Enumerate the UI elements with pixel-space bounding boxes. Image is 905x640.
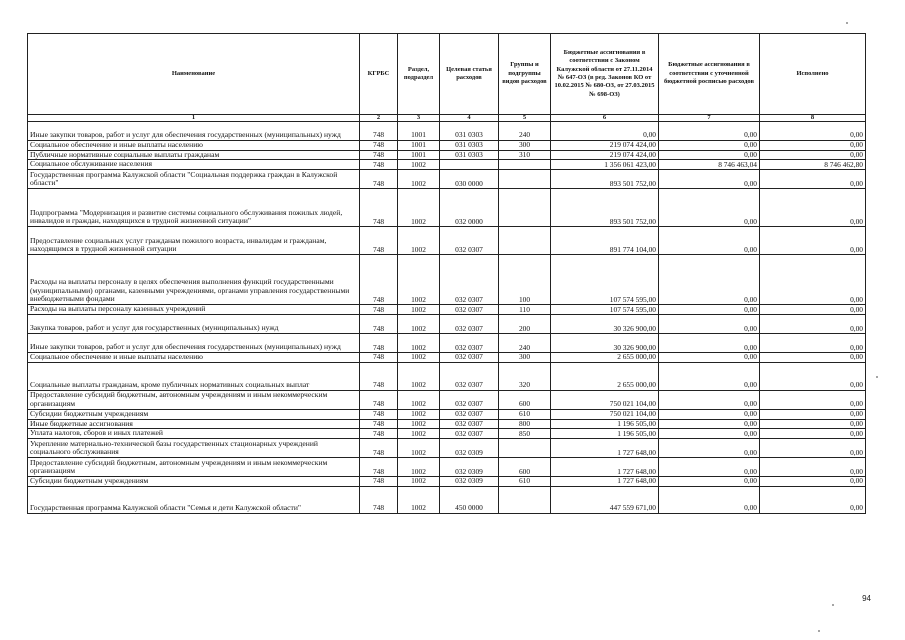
row-kgrbs: 748 [360,429,398,439]
row-target: 032 0309 [440,477,499,487]
row-name: Субсидии бюджетным учреждениям [28,409,360,419]
row-executed: 0,00 [760,170,866,189]
row-refined: 0,00 [659,419,760,429]
table-row [28,227,866,255]
row-refined: 0,00 [659,458,760,477]
row-executed: 0,00 [760,362,866,390]
row-allocated: 893 501 752,00 [551,189,659,227]
row-executed: 0,00 [760,227,866,255]
row-executed: 0,00 [760,353,866,363]
row-allocated: 1 727 648,00 [551,439,659,458]
page-number: 94 [862,594,871,603]
row-target: 032 0307 [440,419,499,429]
row-executed: 0,00 [760,334,866,353]
row-group [499,439,551,458]
row-allocated: 107 574 595,00 [551,305,659,315]
table-row [28,353,866,363]
col-number: 2 [360,115,398,122]
row-allocated: 0,00 [551,122,659,141]
table-row [28,150,866,160]
header-target: Целевая статья расходов [440,34,499,115]
row-section: 1002 [398,353,440,363]
row-target: 032 0000 [440,189,499,227]
table-row [28,486,866,513]
row-kgrbs: 748 [360,439,398,458]
row-executed: 0,00 [760,419,866,429]
row-section: 1002 [398,227,440,255]
row-group [499,189,551,227]
row-section: 1002 [398,409,440,419]
table-row [28,122,866,141]
row-name: Иные закупки товаров, работ и услуг для обеспечения государственных (муниципальных) нужд [28,122,360,141]
row-refined: 0,00 [659,255,760,305]
row-target: 031 0303 [440,122,499,141]
row-name: Публичные нормативные социальные выплаты гражданам [28,150,360,160]
row-name: Социальное обеспечение и иные выплаты населению [28,353,360,363]
row-allocated: 750 021 104,00 [551,409,659,419]
row-target [440,160,499,170]
row-group: 610 [499,477,551,487]
scan-speck [832,604,834,606]
row-section: 1002 [398,189,440,227]
row-target: 450 0000 [440,486,499,513]
row-allocated: 219 074 424,00 [551,141,659,151]
row-executed: 0,00 [760,390,866,409]
row-executed: 0,00 [760,315,866,334]
row-allocated: 891 774 104,00 [551,227,659,255]
row-allocated: 2 655 000,00 [551,362,659,390]
row-executed: 0,00 [760,409,866,419]
table-row [28,160,866,170]
row-allocated: 2 655 000,00 [551,353,659,363]
row-section: 1002 [398,477,440,487]
row-refined: 0,00 [659,334,760,353]
row-group: 300 [499,141,551,151]
row-kgrbs: 748 [360,160,398,170]
header-refined: Бюджетные ассигнования в соответствии с уточненной бюджетной росписью расходов [659,34,760,115]
row-refined: 0,00 [659,141,760,151]
row-refined: 0,00 [659,353,760,363]
row-allocated: 1 356 061 423,00 [551,160,659,170]
header-section: Раздел, подраздел [398,34,440,115]
row-executed: 0,00 [760,458,866,477]
row-kgrbs: 748 [360,458,398,477]
table-row [28,477,866,487]
row-executed: 0,00 [760,255,866,305]
table-body [28,122,866,514]
row-refined: 0,00 [659,122,760,141]
row-name: Подпрограмма "Модернизация и развитие системы социального обслуживания пожилых людей, инвалидов и граждан, находящихся в трудной жизненной ситуации" [28,189,360,227]
row-target: 032 0307 [440,362,499,390]
row-group: 100 [499,255,551,305]
row-refined: 0,00 [659,227,760,255]
row-refined: 0,00 [659,150,760,160]
row-target: 032 0307 [440,305,499,315]
row-kgrbs: 748 [360,189,398,227]
budget-table-sheet [27,33,865,514]
row-kgrbs: 748 [360,315,398,334]
row-target: 032 0307 [440,255,499,305]
row-section: 1002 [398,429,440,439]
row-refined: 0,00 [659,477,760,487]
col-number: 5 [499,115,551,122]
table-row [28,141,866,151]
col-number: 7 [659,115,760,122]
header-executed: Исполнено [760,34,866,115]
row-refined: 0,00 [659,189,760,227]
row-kgrbs: 748 [360,150,398,160]
scan-speck [876,376,878,378]
row-group: 600 [499,390,551,409]
row-allocated: 1 727 648,00 [551,458,659,477]
header-name: Наименование [28,34,360,115]
row-refined: 0,00 [659,362,760,390]
table-row [28,409,866,419]
row-kgrbs: 748 [360,419,398,429]
row-group: 600 [499,458,551,477]
row-executed: 0,00 [760,486,866,513]
row-section: 1002 [398,419,440,429]
row-section: 1002 [398,255,440,305]
table-row [28,305,866,315]
row-refined: 0,00 [659,305,760,315]
row-group: 200 [499,315,551,334]
table-row [28,334,866,353]
table-row [28,170,866,189]
row-name: Расходы на выплаты персоналу казенных учреждений [28,305,360,315]
row-refined: 0,00 [659,429,760,439]
row-group [499,170,551,189]
row-name: Предоставление субсидий бюджетным, автономным учреждениям и иным некоммерческим организациям [28,390,360,409]
row-allocated: 219 074 424,00 [551,150,659,160]
table-row [28,362,866,390]
header-allocated: Бюджетные ассигнования в соответствии с Законом Калужской области от 27.11.2014 № 647-ОЗ (в ред. Законов КО от 10.02.2015 № 680-ОЗ, от 27.03.2015 № 698-ОЗ) [551,34,659,115]
row-name: Иные бюджетные ассигнования [28,419,360,429]
row-executed: 0,00 [760,141,866,151]
column-number-row [28,115,866,122]
row-section: 1002 [398,334,440,353]
col-number: 1 [28,115,360,122]
row-allocated: 447 559 671,00 [551,486,659,513]
row-kgrbs: 748 [360,477,398,487]
row-kgrbs: 748 [360,353,398,363]
row-allocated: 107 574 595,00 [551,255,659,305]
row-name: Субсидии бюджетным учреждениям [28,477,360,487]
row-refined: 0,00 [659,409,760,419]
row-name: Социальные выплаты гражданам, кроме публичных нормативных социальных выплат [28,362,360,390]
row-group: 320 [499,362,551,390]
table-row [28,419,866,429]
row-target: 032 0307 [440,409,499,419]
budget-table [27,33,866,514]
row-section: 1001 [398,141,440,151]
row-allocated: 30 326 900,00 [551,315,659,334]
row-target: 032 0307 [440,390,499,409]
table-header-row [28,34,866,115]
row-executed: 0,00 [760,439,866,458]
row-kgrbs: 748 [360,122,398,141]
row-refined: 8 746 463,04 [659,160,760,170]
row-name: Расходы на выплаты персоналу в целях обеспечения выполнения функций государственными (муниципальными) органами, казенными учреждениями, органами управления государственными внебюджетными фондами [28,255,360,305]
header-kgrbs: КГРБС [360,34,398,115]
row-section: 1002 [398,486,440,513]
row-section: 1002 [398,170,440,189]
row-section: 1002 [398,458,440,477]
row-executed: 8 746 462,80 [760,160,866,170]
row-allocated: 1 196 505,00 [551,419,659,429]
row-executed: 0,00 [760,150,866,160]
row-name: Государственная программа Калужской области "Социальная поддержка граждан в Калужской области" [28,170,360,189]
row-allocated: 893 501 752,00 [551,170,659,189]
col-number: 8 [760,115,866,122]
row-refined: 0,00 [659,315,760,334]
row-executed: 0,00 [760,477,866,487]
table-row [28,458,866,477]
row-refined: 0,00 [659,390,760,409]
row-name: Социальное обслуживание населения [28,160,360,170]
row-allocated: 30 326 900,00 [551,334,659,353]
row-kgrbs: 748 [360,390,398,409]
row-kgrbs: 748 [360,362,398,390]
col-number: 4 [440,115,499,122]
table-row [28,189,866,227]
row-name: Государственная программа Калужской области "Семья и дети Калужской области" [28,486,360,513]
row-target: 032 0307 [440,353,499,363]
row-kgrbs: 748 [360,255,398,305]
row-group: 240 [499,122,551,141]
header-groups: Группы и подгруппы видов расходов [499,34,551,115]
row-group [499,486,551,513]
col-number: 6 [551,115,659,122]
row-section: 1002 [398,305,440,315]
row-executed: 0,00 [760,429,866,439]
row-section: 1001 [398,150,440,160]
row-group: 300 [499,353,551,363]
row-section: 1002 [398,362,440,390]
row-section: 1001 [398,122,440,141]
row-name: Укрепление материально-технической базы государственных стационарных учреждений социального обслуживания [28,439,360,458]
scan-speck [818,630,820,632]
row-kgrbs: 748 [360,305,398,315]
scan-speck [846,22,848,24]
row-section: 1002 [398,439,440,458]
table-row [28,390,866,409]
row-name: Предоставление социальных услуг гражданам пожилого возраста, инвалидам и гражданам, находящимся в трудной жизненной ситуации [28,227,360,255]
row-section: 1002 [398,160,440,170]
row-target: 032 0307 [440,334,499,353]
row-group: 610 [499,409,551,419]
row-name: Социальное обеспечение и иные выплаты населению [28,141,360,151]
row-target: 032 0307 [440,315,499,334]
row-allocated: 1 196 505,00 [551,429,659,439]
row-section: 1002 [398,390,440,409]
row-kgrbs: 748 [360,227,398,255]
row-target: 032 0309 [440,458,499,477]
row-name: Уплата налогов, сборов и иных платежей [28,429,360,439]
row-kgrbs: 748 [360,334,398,353]
row-name: Закупка товаров, работ и услуг для государственных (муниципальных) нужд [28,315,360,334]
row-refined: 0,00 [659,439,760,458]
row-group [499,227,551,255]
table-row [28,439,866,458]
table-row [28,429,866,439]
row-refined: 0,00 [659,170,760,189]
row-group: 310 [499,150,551,160]
row-executed: 0,00 [760,122,866,141]
row-kgrbs: 748 [360,141,398,151]
row-kgrbs: 748 [360,170,398,189]
row-name: Иные закупки товаров, работ и услуг для обеспечения государственных (муниципальных) нужд [28,334,360,353]
row-section: 1002 [398,315,440,334]
row-target: 032 0307 [440,227,499,255]
row-group: 110 [499,305,551,315]
row-group: 850 [499,429,551,439]
row-group: 240 [499,334,551,353]
table-row [28,255,866,305]
row-target: 031 0303 [440,150,499,160]
row-executed: 0,00 [760,305,866,315]
row-executed: 0,00 [760,189,866,227]
row-allocated: 1 727 648,00 [551,477,659,487]
row-group: 800 [499,419,551,429]
row-kgrbs: 748 [360,409,398,419]
col-number: 3 [398,115,440,122]
row-target: 032 0307 [440,429,499,439]
table-row [28,315,866,334]
row-name: Предоставление субсидий бюджетным, автономным учреждениям и иным некоммерческим организациям [28,458,360,477]
row-target: 032 0309 [440,439,499,458]
row-group [499,160,551,170]
row-target: 031 0303 [440,141,499,151]
row-refined: 0,00 [659,486,760,513]
row-target: 030 0000 [440,170,499,189]
row-allocated: 750 021 104,00 [551,390,659,409]
row-kgrbs: 748 [360,486,398,513]
